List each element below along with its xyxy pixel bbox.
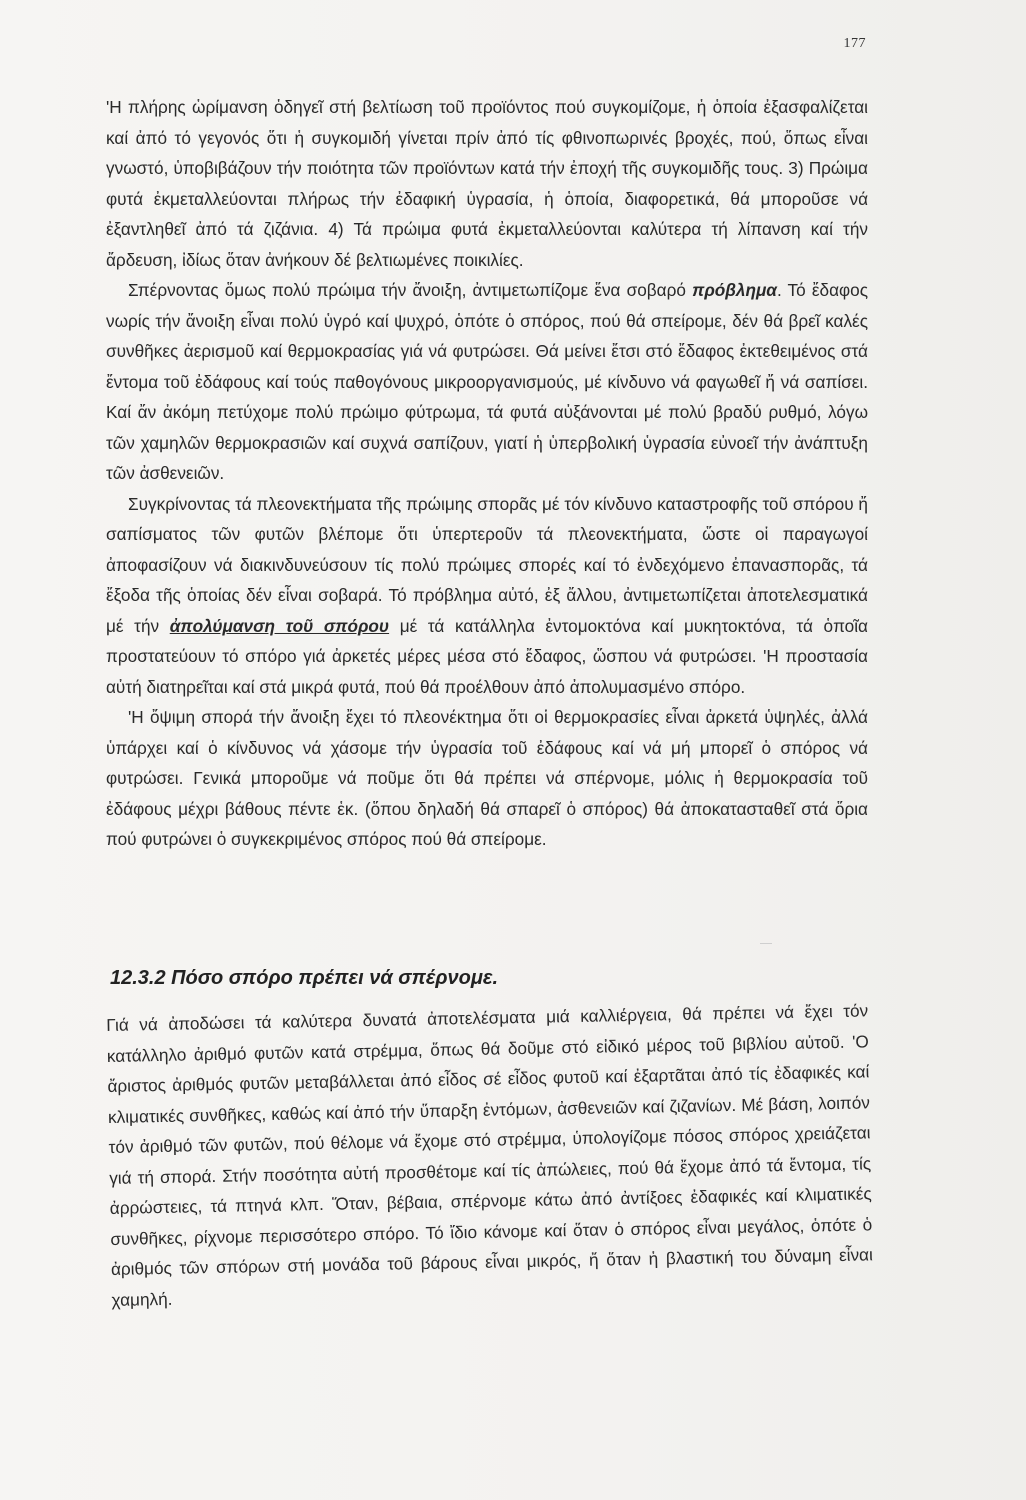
paragraph-3-end: μέ τά κατάλληλα ἐντομοκτόνα καί μυκητοκτόνα, τά ὁποῖα προστατεύουν τό σπόρο γιά ἀρκετές μέρες μέσα στό ἔδαφος, ὥσπου νά φυτρώσει. 'Η προστασία αὐτή διατηρεῖται καί στά μικρά φυτά, πού θά προέλθουν ἀπό ἀπολυμασμένο σπόρο. <box>106 615 868 697</box>
paragraph-2 <box>106 275 868 489</box>
paragraph-2-start: Σπέρνοντας ὅμως πολύ πρώιμα τήν ἄνοιξη, ἀντιμετωπίζομε ἕνα σοβαρό <box>128 280 693 300</box>
section-paragraph: Γιά νά ἀποδώσει τά καλύτερα δυνατά ἀποτελέσματα μιά καλλιέργεια, θά πρέπει νά ἔχει τόν κατάλληλο ἀριθμό φυτῶν κατά στρέμμα, ὅπως θά δοῦμε στό εἰδικό μέρος τοῦ βιβλίου αὐτοῦ. 'Ο ἄριστος ἀριθμός φυτῶν μεταβάλλεται ἀπό εἶδος σέ εἶδος φυτοῦ καί ἐξαρτᾶται ἀπό τίς ἐδαφικές καί κλιματικές συνθῆκες, καθώς καί ἀπό τήν ὕπαρξη ἐντόμων, ἀσθενειῶν καί ζιζανίων. Μέ βάση, λοιπόν τόν ἀριθμό τῶν φυτῶν, πού θέλομε νά ἔχομε στό στρέμμα, ὑπολογίζομε πόσος σπόρος χρειάζεται γιά τή σπορά. Στήν ποσότητα αὐτή προσθέτομε καί τίς ἀπώλειες, πού θά ἔχομε ἀπό τά ἔντομα, τίς ἀρρώστειες, τά πτηνά κλπ. Ὅταν, βέβαια, σπέρνομε κάτω ἀπό ἀντίξοες ἐδαφικές καί κλιματικές συνθῆκες, ρίχνομε περισσότερο σπόρο. Τό ἴδιο κάνομε καί ὅταν ὁ σπόρος εἶναι μεγάλος, ὁπότε ὁ ἀριθμός τῶν σπόρων στή μονάδα τοῦ βάρους εἶναι μικρός, ἤ ὅταν ἡ βλαστική του δύναμη εἶναι χαμηλή. <box>106 1000 874 1310</box>
page-number: 177 <box>843 36 866 51</box>
paragraph-3 <box>106 489 868 703</box>
section-heading: 12.3.2 Πόσο σπόρο πρέπει νά σπέρνομε. <box>110 967 499 989</box>
paragraph-3-start: Συγκρίνοντας τά πλεονεκτήματα τῆς πρώιμης σπορᾶς μέ τόν κίνδυνο καταστροφῆς τοῦ σπόρου ἤ σαπίσματος τῶν φυτῶν βλέπομε ὅτι ὑπερτεροῦν τά πλεονεκτήματα, ὥστε οἱ παραγωγοί ἀποφασίζουν νά διακινδυνεύσουν τίς πολύ πρώιμες σπορές καί τό ἐνδεχόμενο ἐπανασπορᾶς, τά ἔξοδα τῆς ὁποίας δέν εἶναι σοβαρά. Τό πρόβλημα αὐτό, ἐξ ἄλλου, ἀντιμετωπίζεται ἀποτελεσματικά μέ τήν <box>106 493 868 636</box>
scan-speck <box>760 943 772 944</box>
paragraph-1: 'Η πλήρης ὡρίμανση ὁδηγεῖ στή βελτίωση τοῦ προϊόντος πού συγκομίζομε, ἡ ὁποία ἐξασφαλίζεται καί ἀπό τό γεγονός ὅτι ἡ συγκομιδή γίνεται πρίν ἀπό τίς φθινοπωρινές βροχές, πού, ὅπως εἶναι γνωστό, ὑποβιβάζουν τήν ποιότητα τῶν προϊόντων κατά τήν ἐποχή τῆς συγκομιδῆς τους. 3) Πρώιμα φυτά ἐκμεταλλεύονται πλήρως τήν ἐδαφική ὑγρασία, ἡ ὁποία, διαφορετικά, θά μποροῦσε νά ἐξαντληθεῖ ἀπό τά ζιζάνια. 4) Τά πρώιμα φυτά ἐκμεταλλεύονται καλύτερα τή λίπανση καί τήν ἄρδευση, ἰδίως ὅταν ἀνήκουν δέ βελτιωμένες ποικιλίες. <box>106 97 868 270</box>
lower-text-block <box>106 995 874 1315</box>
upper-text-block <box>106 92 868 855</box>
paragraph-4: 'Η ὄψιμη σπορά τήν ἄνοιξη ἔχει τό πλεονέκτημα ὅτι οἱ θερμοκρασίες εἶναι ἀρκετά ὑψηλές, ἀλλά ὑπάρχει καί ὁ κίνδυνος νά χάσομε τήν ὑγρασία τοῦ ἐδάφους καί νά μή μπορεῖ ὁ σπόρος νά φυτρώσει. Γενικά μποροῦμε νά ποῦμε ὅτι θά πρέπει νά σπέρνομε, μόλις ἡ θερμοκρασία τοῦ ἐδάφους μέχρι βάθους πέντε ἑκ. (ὅπου δηλαδή θά σπαρεῖ ὁ σπόρος) θά ἀποκατασταθεῖ στά ὅρια πού φυτρώνει ὁ συγκεκριμένος σπόρος πού θά σπείρομε. <box>106 707 868 849</box>
paragraph-2-emphasis: πρόβλημα <box>692 280 777 300</box>
paragraph-2-end: . Τό ἔδαφος νωρίς τήν ἄνοιξη εἶναι πολύ ὑγρό καί ψυχρό, ὁπότε ὁ σπόρος, πού θά σπείρομε, δέν θά βρεῖ καλές συνθῆκες ἀερισμοῦ καί θερμοκρασίας γιά νά φυτρώσει. Θά μείνει ἔτσι στό ἔδαφος ἐκτεθειμένος στά ἔντομα τοῦ ἐδάφους καί τούς παθογόνους μικροοργανισμούς, μέ κίνδυνο νά φαγωθεῖ ἤ νά σαπίσει. Καί ἄν ἀκόμη πετύχομε πολύ πρώιμο φύτρωμα, τά φυτά αὐξάνονται μέ πολύ βραδύ ρυθμό, λόγω τῶν χαμηλῶν θερμοκρασιῶν καί συχνά σαπίζουν, γιατί ἡ ὑπερβολική ὑγρασία εὐνοεῖ τήν ἀνάπτυξη τῶν ἀσθενειῶν. <box>106 280 868 483</box>
paragraph-3-emphasis: ἀπολύμανση τοῦ σπόρου <box>169 615 390 636</box>
